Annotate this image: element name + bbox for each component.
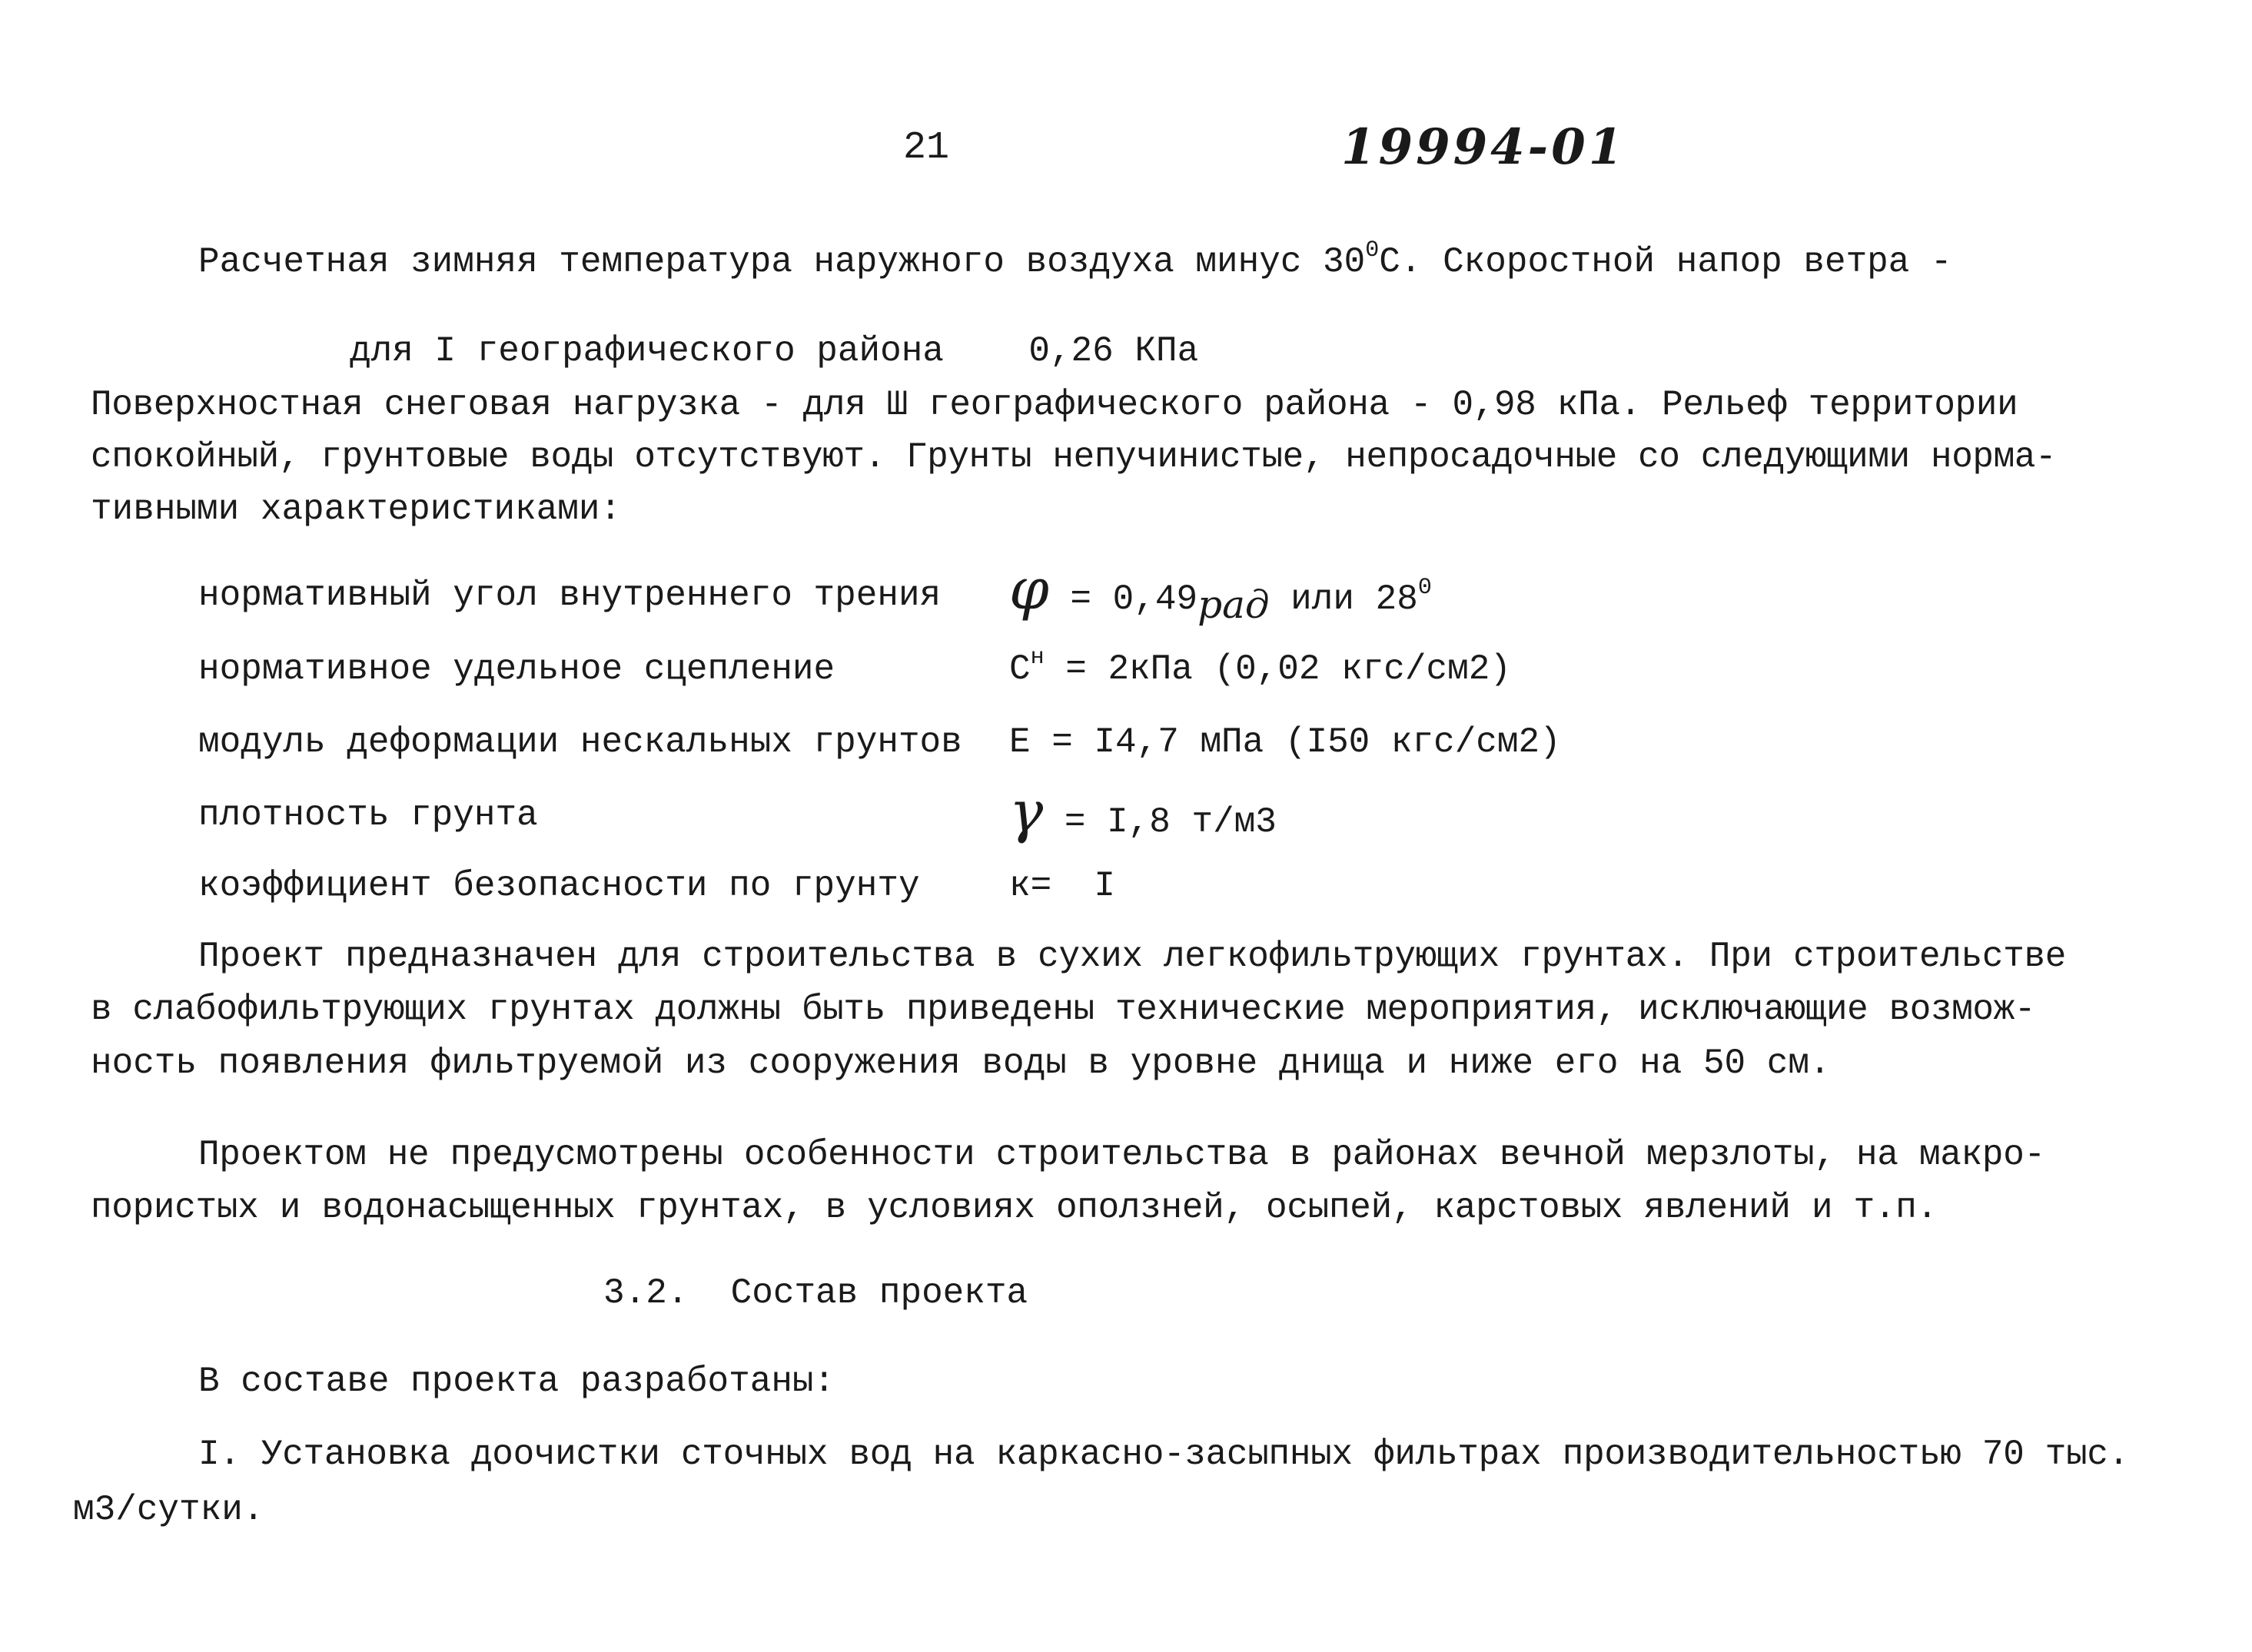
project-para2-line2: пористых и водонасыщенных грунтах, в условиях оползней, осыпей, карстовых явлений и т.п. bbox=[91, 1188, 1938, 1228]
climate-temperature-line bbox=[198, 237, 1952, 282]
modulus-symbol: E bbox=[1009, 722, 1031, 762]
snow-load-line-3: тивными характеристиками: bbox=[91, 489, 622, 529]
radian-unit: рад bbox=[1197, 582, 1270, 627]
char-row-friction-angle bbox=[198, 556, 1582, 627]
degree-sup: 0 bbox=[1365, 237, 1380, 264]
char-value bbox=[1009, 645, 1511, 689]
char-label: коэффициент безопасности по грунту bbox=[198, 866, 920, 906]
char-value-number: = I bbox=[1030, 866, 1116, 906]
project-para1-line3: ность появления фильтруемой из сооружения воды в уровне днища и ниже его на 50 см. bbox=[91, 1043, 1831, 1083]
project-para2-line1: Проектом не предусмотрены особенности строительства в районах вечной мерзлоты, на макро- bbox=[198, 1135, 2045, 1175]
char-value bbox=[1009, 868, 1115, 904]
char-value-number: = I4,7 мПа (I50 кгс/см2) bbox=[1030, 722, 1561, 762]
char-value bbox=[1009, 779, 1277, 845]
climate-temperature-text: Расчетная зимняя температура наружного воздуха минус 30 bbox=[198, 242, 1366, 282]
char-row-safety-factor bbox=[198, 868, 1582, 914]
snow-load-line-1: Поверхностная снеговая нагрузка - для Ш географического района - 0,98 кПа. Рельеф территории bbox=[91, 385, 2018, 425]
char-label: плотность грунта bbox=[198, 795, 538, 835]
page-number: 21 bbox=[903, 126, 950, 170]
cohesion-sup: н bbox=[1030, 645, 1045, 671]
section-item1-line2: м3/сутки. bbox=[73, 1490, 264, 1530]
section-item1-line1: I. Установка доочистки сточных вод на каркасно-засыпных фильтрах производительностью 70 тыс. bbox=[198, 1435, 2130, 1475]
safety-symbol: к bbox=[1009, 866, 1031, 906]
char-value bbox=[1009, 722, 1561, 762]
section-heading: 3.2. Состав проекта bbox=[603, 1273, 1028, 1313]
project-para1-line2: в слабофильтрующих грунтах должны быть приведены технические мероприятия, исключающие возмож- bbox=[91, 990, 2036, 1030]
char-value-number: = I,8 т/м3 bbox=[1043, 802, 1277, 842]
char-value bbox=[1009, 556, 1432, 627]
char-value-number: = 2кПа (0,02 кгс/см2) bbox=[1044, 649, 1511, 689]
degree-sup: 0 bbox=[1417, 575, 1432, 601]
climate-wind-intro: С. Скоростной напор ветра - bbox=[1379, 242, 1952, 282]
char-label: модуль деформации нескальных грунтов bbox=[198, 722, 962, 762]
char-row-deformation-modulus bbox=[198, 722, 1582, 771]
char-row-cohesion bbox=[198, 645, 1582, 698]
section-intro: В составе проекта разработаны: bbox=[198, 1362, 835, 1402]
gamma-symbol: γ bbox=[1009, 779, 1044, 845]
project-para1-line1: Проект предназначен для строительства в сухих легкофильтрующих грунтах. При строительстве bbox=[198, 937, 2067, 977]
cohesion-symbol: C bbox=[1009, 649, 1031, 689]
char-row-density bbox=[198, 779, 1582, 845]
char-value-tail: или 28 bbox=[1269, 579, 1418, 619]
snow-load-line-2: спокойный, грунтовые воды отсутствуют. Грунты непучинистые, непросадочные со следующими норма- bbox=[91, 437, 2057, 477]
document-code: 19994-01 bbox=[1341, 118, 1626, 176]
phi-symbol: φ bbox=[1009, 556, 1049, 622]
wind-pressure-line: для I географического района 0,26 КПа bbox=[350, 331, 1199, 371]
char-value-number: = 0,49 bbox=[1048, 579, 1198, 619]
char-label: нормативное удельное сцепление bbox=[198, 649, 835, 689]
char-label: нормативный угол внутреннего трения bbox=[198, 576, 942, 615]
